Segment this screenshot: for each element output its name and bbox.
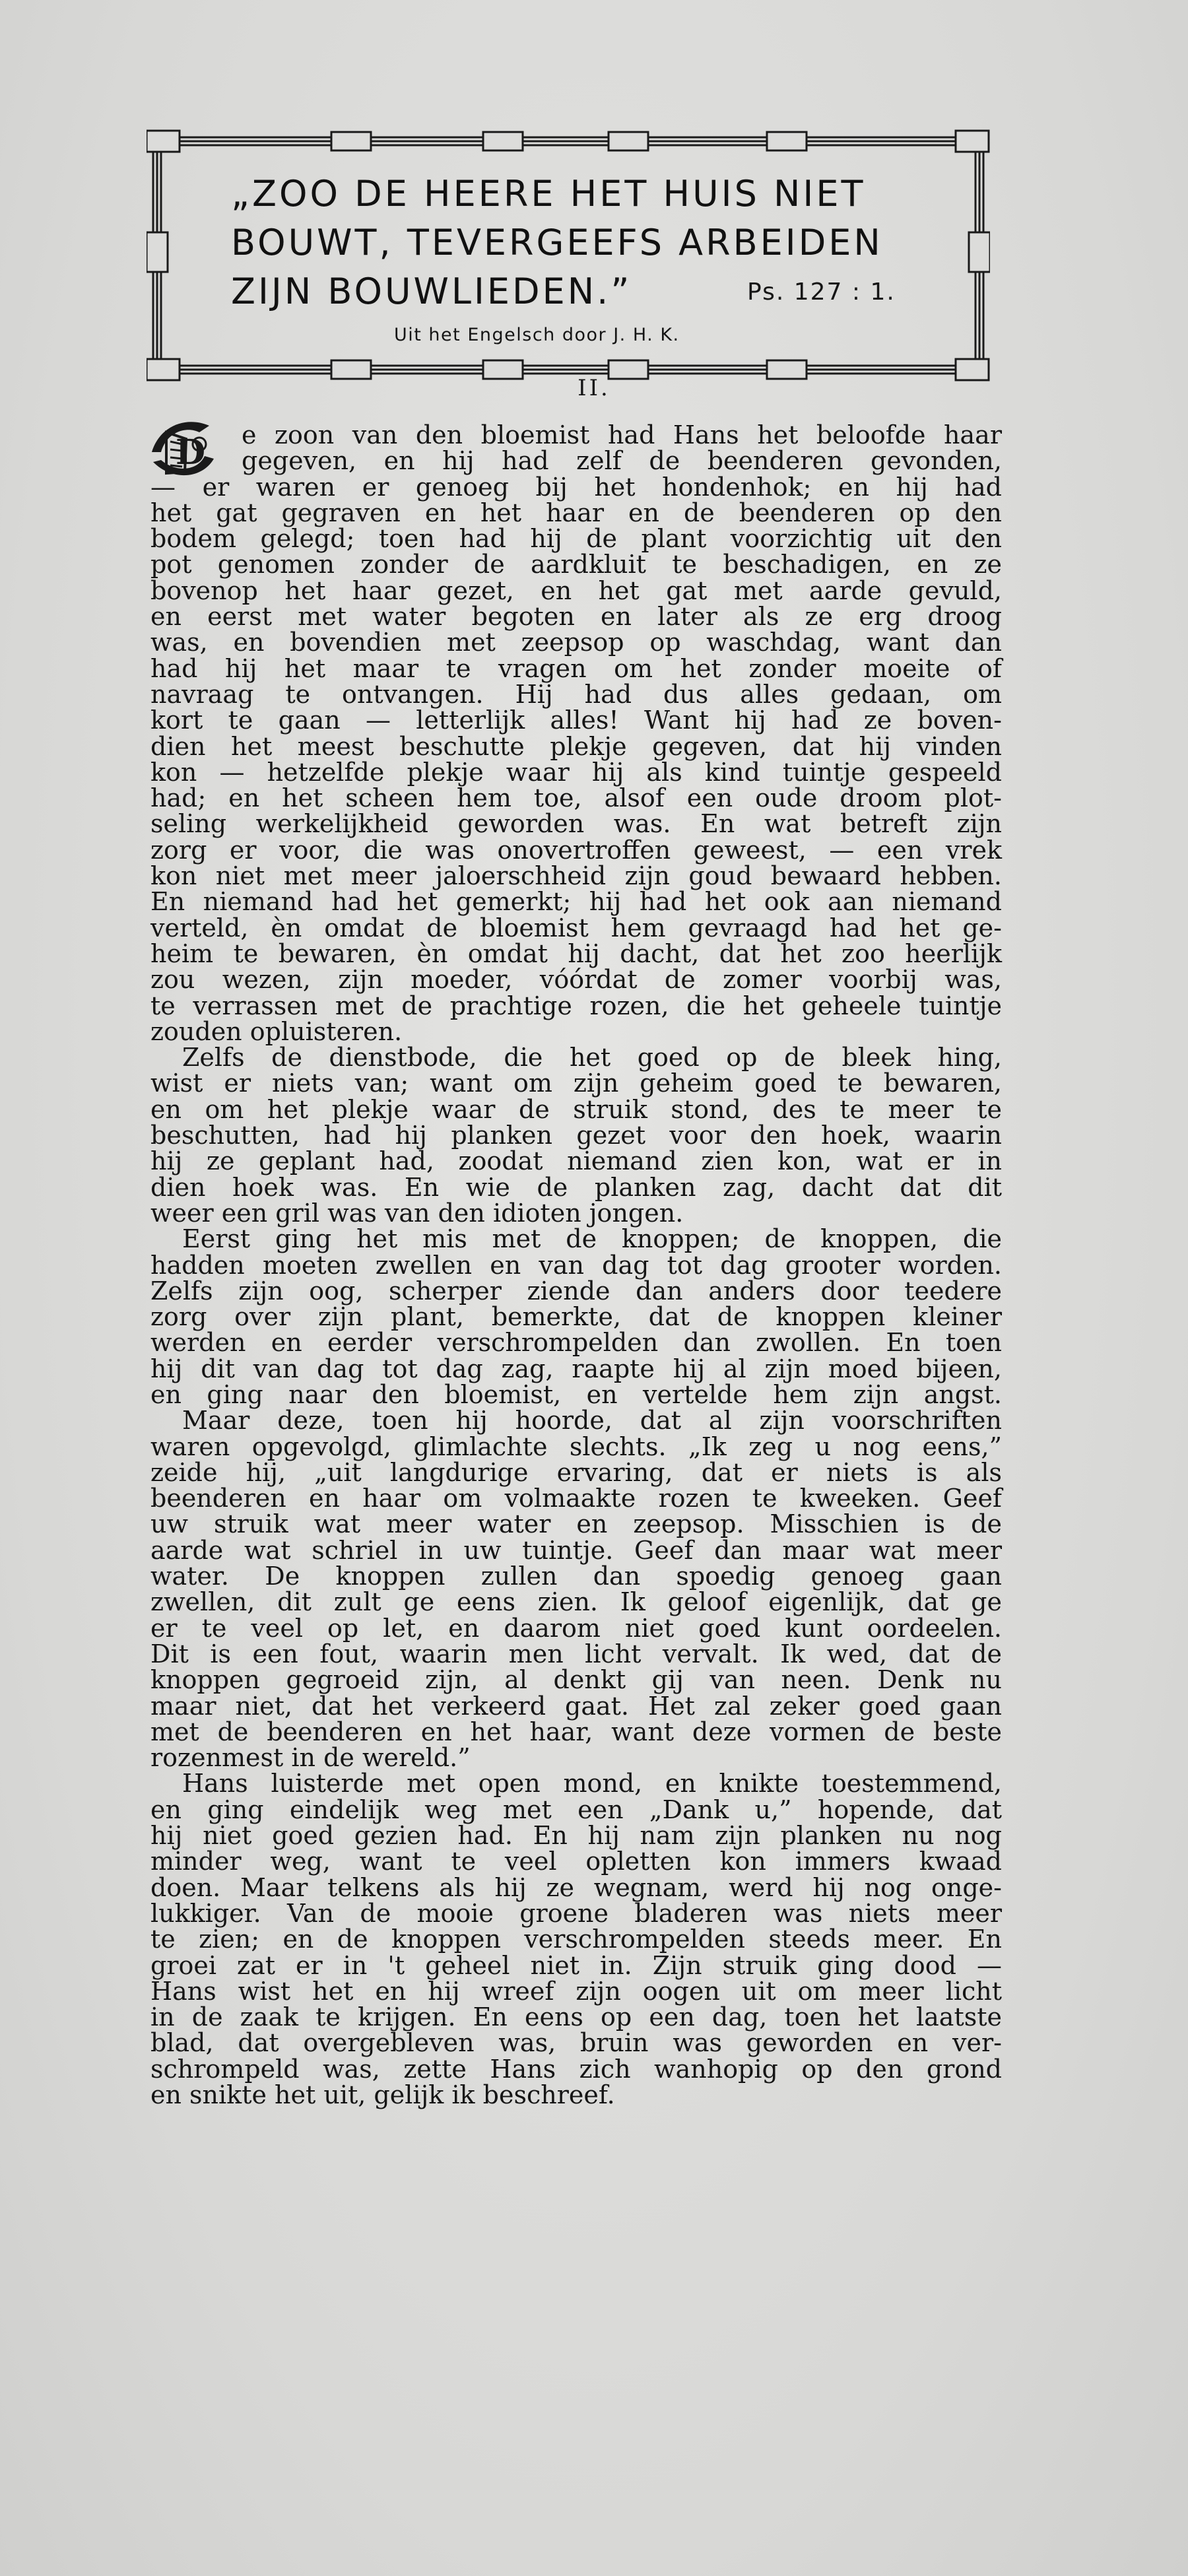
text-line: werden en eerder verschrompelden dan zwollen. En toen [150, 1328, 1002, 1358]
title-line: ZIJN BOUWLIEDEN.” [231, 271, 632, 312]
text-line: te verrassen met de prachtige rozen, die het geheele tuintje [150, 991, 1002, 1020]
text-line: bodem gelegd; toen had hij de plant voorzichtig uit den [150, 524, 1002, 554]
text-line: water. De knoppen zullen dan spoedig genoeg gaan [150, 1562, 1002, 1591]
text-line: zorg over zijn plant, bemerkte, dat de knoppen kleiner [150, 1302, 1002, 1332]
text-line: en eerst met water begoten en later als ze erg droog [150, 602, 1002, 632]
title-line: „ZOO DE HEERE HET HUIS NIET [231, 173, 866, 215]
text-line: Zelfs zijn oog, scherper ziende dan anders door teedere [150, 1276, 1002, 1305]
text-line: rozenmest in de wereld.” [150, 1743, 471, 1773]
title-line: BOUWT, TEVERGEEFS ARBEIDEN [231, 222, 883, 263]
text-line: bovenop het haar gezet, en het gat met aarde gevuld, [150, 576, 1002, 605]
text-line: Zelfs de dienstbode, die het goed op de bleek hing, [182, 1043, 1002, 1073]
text-line: aarde wat schriel in uw tuintje. Geef dan maar wat meer [150, 1535, 1002, 1565]
text-line: blad, dat overgebleven was, bruin was geworden en ver- [150, 2028, 1002, 2058]
article-body [150, 422, 1002, 2108]
text-line: waren opgevolgd, glimlachte slechts. „Ik zeg u nog eens,” [150, 1432, 1002, 1461]
text-line: dien hoek was. En wie de planken zag, dacht dat dit [150, 1172, 1002, 1202]
text-line: En niemand had het gemerkt; hij had het ook aan niemand [150, 887, 1002, 917]
text-line: hij ze geplant had, zoodat niemand zien kon, wat er in [150, 1146, 1002, 1176]
text-line: pot genomen zonder de aardkluit te beschadigen, en ze [150, 550, 1002, 579]
text-line: hij dit van dag tot dag zag, raapte hij al zijn moed bijeen, [150, 1354, 1002, 1383]
text-line: zorg er voor, die was onovertroffen geweest, — een vrek [150, 835, 1002, 865]
text-line: seling werkelijkheid geworden was. En wat betreft zijn [150, 809, 1002, 839]
text-line: en ging eindelijk weg met een „Dank u,” hopende, dat [150, 1795, 1002, 1824]
text-line: groei zat er in 't geheel niet in. Zijn struik ging dood — [150, 1950, 1002, 1980]
text-line: zwellen, dit zult ge eens zien. Ik geloof eigenlijk, dat ge [150, 1587, 1002, 1617]
text-line: — er waren er genoeg bij het hondenhok; en hij had [150, 472, 1002, 502]
text-line: minder weg, want te veel opletten kon immers kwaad [150, 1847, 1002, 1876]
text-line: zouden opluisteren. [150, 1016, 403, 1046]
text-line: te zien; en de knoppen verschrompelden steeds meer. En [150, 1925, 1002, 1954]
text-line: navraag te ontvangen. Hij had dus alles gedaan, om [150, 679, 1002, 709]
title-frame [147, 127, 990, 384]
text-line: Hans luisterde met open mond, en knikte toestemmend, [182, 1769, 1002, 1799]
text-line: het gat gegraven en het haar en de beenderen op den [150, 498, 1002, 527]
text-line: zou wezen, zijn moeder, vóórdat de zomer voorbij was, [150, 965, 1002, 995]
text-line: weer een gril was van den idioten jongen. [150, 1198, 684, 1228]
text-line: Maar deze, toen hij hoorde, dat al zijn voorschriften [182, 1406, 1002, 1436]
text-line: lukkiger. Van de mooie groene bladeren was niets meer [150, 1898, 1002, 1928]
text-line: en ging naar den bloemist, en vertelde hem zijn angst. [150, 1379, 1002, 1409]
text-line: Dit is een fout, waarin men licht vervalt. Ik wed, dat de [150, 1639, 1002, 1668]
text-line: Eerst ging het mis met de knoppen; de knoppen, die [182, 1224, 1002, 1254]
text-line: had; en het scheen hem toe, alsof een oude droom plot- [150, 783, 1002, 813]
text-line: schrompeld was, zette Hans zich wanhopig op den grond [150, 2054, 1002, 2084]
text-line: maar niet, dat het verkeerd gaat. Het zal zeker goed gaan [150, 1691, 1002, 1721]
text-line: hij niet goed gezien had. En hij nam zijn planken nu nog [150, 1821, 1002, 1851]
text-line: met de beenderen en het haar, want deze vormen de beste [150, 1717, 1002, 1746]
text-line: kort te gaan — letterlijk alles! Want hij had ze boven- [150, 706, 1002, 735]
text-line: zeide hij, „uit langdurige ervaring, dat er niets is als [150, 1457, 1002, 1487]
text-line: beschutten, had hij planken gezet voor den hoek, waarin [150, 1121, 1002, 1150]
text-line: kon — hetzelfde plekje waar hij als kind tuintje gespeeld [150, 757, 1002, 787]
drop-cap-letter: D [176, 432, 206, 473]
text-line: verteld, èn omdat de bloemist hem gevraagd had het ge- [150, 913, 1002, 942]
text-line: dien het meest beschutte plekje gegeven, dat hij vinden [150, 731, 1002, 761]
text-line: doen. Maar telkens als hij ze wegnam, werd hij nog onge- [150, 1872, 1002, 1902]
text-line: uw struik wat meer water en zeepsop. Misschien is de [150, 1509, 1002, 1539]
text-line: beenderen en haar om volmaakte rozen te kweeken. Geef [150, 1484, 1002, 1513]
section-number: II. [578, 375, 610, 401]
text-line: gegeven, en hij had zelf de beenderen gevonden, [242, 446, 1002, 476]
text-line: kon niet met meer jaloerschheid zijn goud bewaard hebben. [150, 861, 1002, 891]
text-line: was, en bovendien met zeepsop op waschdag, want dan [150, 628, 1002, 657]
text-line: en snikte het uit, gelijk ik beschreef. [150, 2080, 615, 2109]
text-line: e zoon van den bloemist had Hans het beloofde haar [242, 420, 1002, 449]
text-line: knoppen gegroeid zijn, al denkt gij van neen. Denk nu [150, 1665, 1002, 1695]
text-line: Hans wist het en hij wreef zijn oogen uit om meer licht [150, 1976, 1002, 2006]
text-line: heim te bewaren, èn omdat hij dacht, dat het zoo heerlijk [150, 939, 1002, 968]
text-line: in de zaak te krijgen. En eens op een dag, toen het laatste [150, 2002, 1002, 2032]
psalm-reference: Ps. 127 : 1. [747, 279, 896, 306]
text-line: had hij het maar te vragen om het zonder moeite of [150, 653, 1002, 683]
text-line: hadden moeten zwellen en van dag tot dag grooter worden. [150, 1250, 1002, 1280]
text-line: en om het plekje waar de struik stond, des te meer te [150, 1094, 1002, 1124]
translation-credit: Uit het Engelsch door J. H. K. [394, 325, 680, 345]
text-line: wist er niets van; want om zijn geheim goed te bewaren, [150, 1069, 1002, 1098]
text-line: er te veel op let, en daarom niet goed kunt oordeelen. [150, 1613, 1002, 1643]
